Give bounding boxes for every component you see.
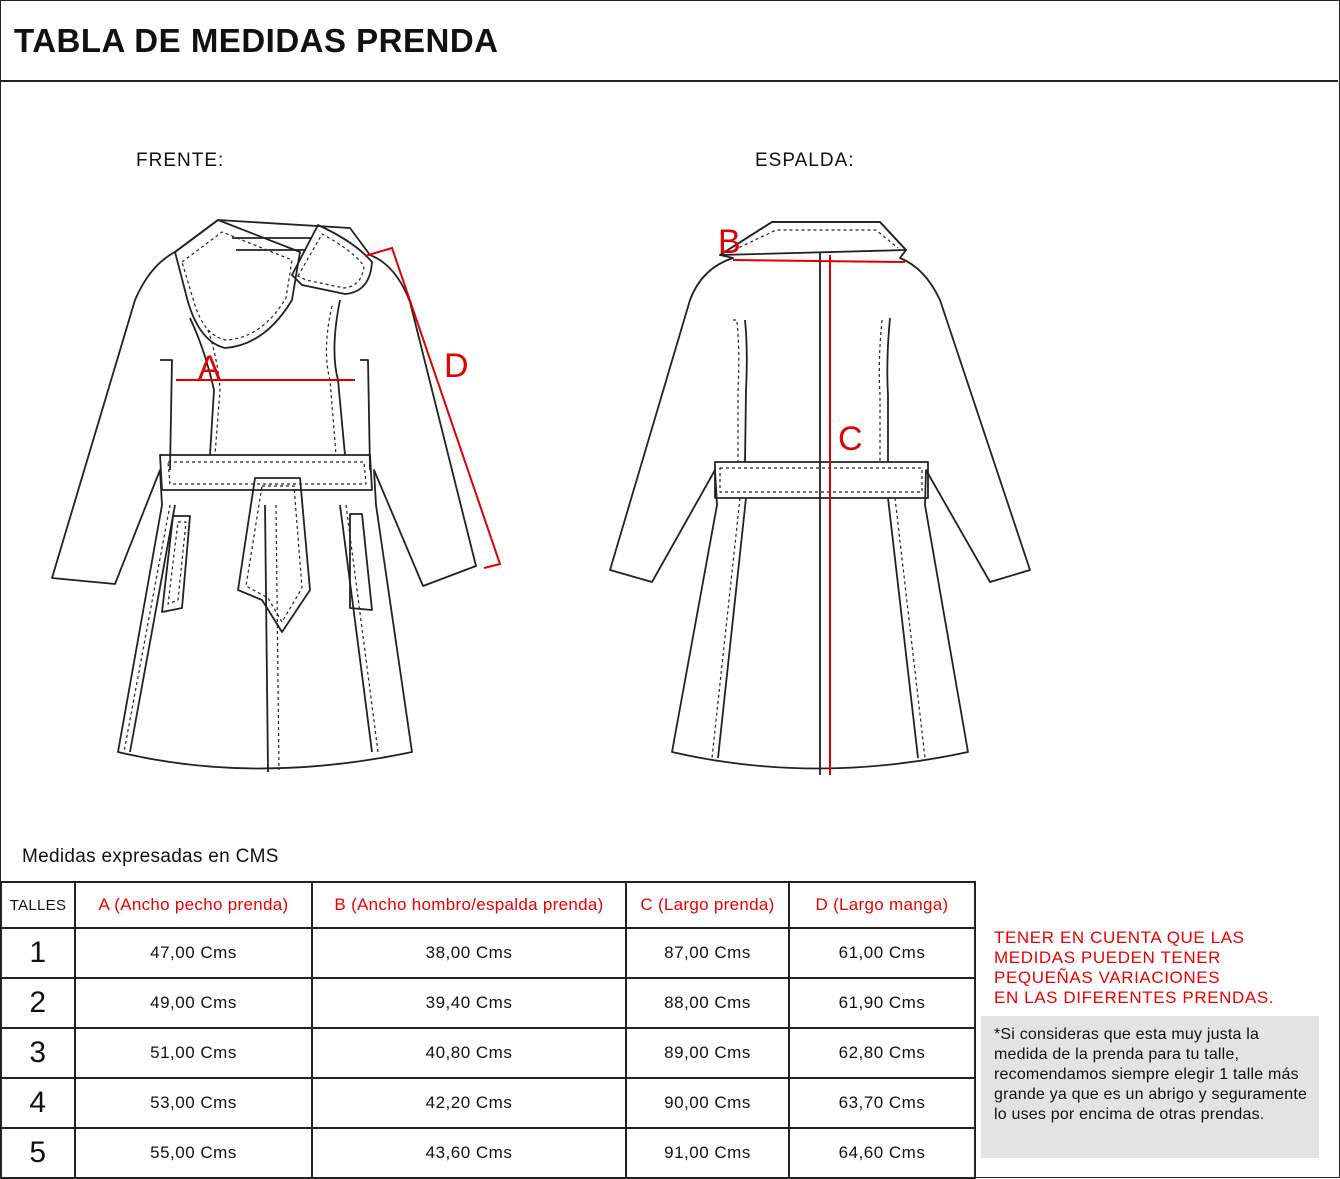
marker-b: B (718, 223, 741, 261)
cell-b: 39,40 Cms (312, 978, 626, 1028)
size-cell: 2 (1, 978, 75, 1028)
cell-a: 49,00 Cms (75, 978, 312, 1028)
cell-b: 42,20 Cms (312, 1078, 626, 1128)
cell-a: 53,00 Cms (75, 1078, 312, 1128)
front-view-label: FRENTE: (136, 150, 225, 171)
cell-c: 90,00 Cms (626, 1078, 789, 1128)
variation-warning (994, 928, 1274, 1008)
header-c: C (Largo prenda) (626, 882, 789, 928)
cell-b: 43,60 Cms (312, 1128, 626, 1178)
warning-line: PEQUEÑAS VARIACIONES (994, 968, 1221, 987)
cell-b: 40,80 Cms (312, 1028, 626, 1078)
header-b: B (Ancho hombro/espalda prenda) (312, 882, 626, 928)
front-collar-right (292, 225, 372, 294)
front-collar-left (175, 220, 300, 348)
measure-line-b (733, 260, 905, 262)
cell-c: 89,00 Cms (626, 1028, 789, 1078)
size-cell: 3 (1, 1028, 75, 1078)
table-row (1, 978, 975, 1028)
back-coat-drawing (610, 222, 1030, 775)
cell-d: 64,60 Cms (789, 1128, 975, 1178)
size-table (0, 881, 976, 1179)
cell-d: 61,00 Cms (789, 928, 975, 978)
cell-c: 88,00 Cms (626, 978, 789, 1028)
cell-d: 62,80 Cms (789, 1028, 975, 1078)
page-title: TABLA DE MEDIDAS PRENDA (14, 22, 499, 59)
size-cell: 4 (1, 1078, 75, 1128)
warning-line: EN LAS DIFERENTES PRENDAS. (994, 988, 1275, 1007)
units-note: Medidas expresadas en CMS (22, 846, 279, 867)
cell-c: 87,00 Cms (626, 928, 789, 978)
marker-c: C (838, 420, 863, 458)
warning-line: MEDIDAS PUEDEN TENER (994, 948, 1222, 967)
size-tip-text: *Si consideras que esta muy justa la medida de la prenda para tu talle, recomendamos siempre elegir 1 talle más grande ya que es un abrigo y seguramente lo uses por encima de otras prendas. (994, 1026, 1308, 1123)
header-a: A (Ancho pecho prenda) (75, 882, 312, 928)
cell-a: 55,00 Cms (75, 1128, 312, 1178)
size-cell: 1 (1, 928, 75, 978)
marker-d: D (444, 347, 469, 385)
front-coat-body (52, 220, 476, 769)
header-d: D (Largo manga) (789, 882, 975, 928)
back-view-label: ESPALDA: (755, 150, 855, 171)
table-row (1, 1028, 975, 1078)
cell-d: 61,90 Cms (789, 978, 975, 1028)
size-tip-box (981, 1016, 1319, 1158)
table-row (1, 928, 975, 978)
cell-a: 47,00 Cms (75, 928, 312, 978)
header-talles: TALLES (1, 882, 75, 928)
cell-b: 38,00 Cms (312, 928, 626, 978)
table-header-row (1, 882, 975, 928)
cell-c: 91,00 Cms (626, 1128, 789, 1178)
front-coat-drawing (52, 220, 476, 772)
warning-line: TENER EN CUENTA QUE LAS (994, 928, 1245, 947)
size-cell: 5 (1, 1128, 75, 1178)
cell-d: 63,70 Cms (789, 1078, 975, 1128)
table-row (1, 1078, 975, 1128)
table-row (1, 1128, 975, 1178)
cell-a: 51,00 Cms (75, 1028, 312, 1078)
marker-a: A (198, 349, 221, 387)
measure-line-d (365, 248, 500, 568)
